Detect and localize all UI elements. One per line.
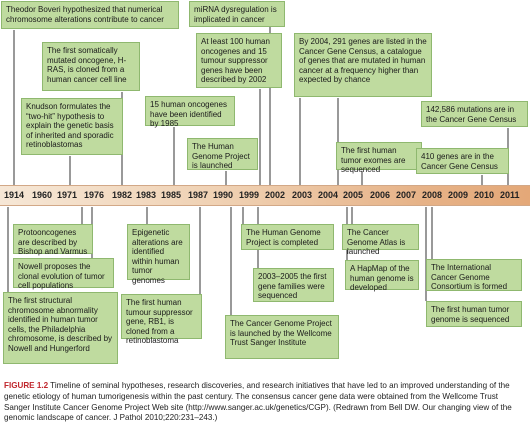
year-label: 2002 xyxy=(265,190,286,200)
event-first-tumor-genome: The first human tumor genome is sequenced xyxy=(426,301,522,327)
event-tcga: The Cancer Genome Atlas is launched xyxy=(342,224,419,250)
event-boveri: Theodor Boveri hypothesized that numerical chromosome alterations contribute to cancer xyxy=(1,1,179,29)
event-census-410: 410 genes are in the Cancer Gene Census xyxy=(416,148,509,174)
event-cgp-sanger: The Cancer Genome Project is launched by the Wellcome Trust Sanger Institute xyxy=(225,315,339,359)
event-hgp-launch: The Human Genome Project is launched xyxy=(187,138,258,170)
event-philadelphia: The first structural chromosome abnormality identified in human tumor cells, the Philadelphia chromosome, is described by Nowell and Hungerford xyxy=(3,292,118,364)
year-label: 1971 xyxy=(57,190,78,200)
year-label: 2003 xyxy=(292,190,313,200)
event-knudson: Knudson formulates the “two-hit” hypothesis to explain the genetic basis of inherited and sporadic retinoblastomas xyxy=(21,98,123,155)
year-label: 2004 xyxy=(318,190,339,200)
year-label: 1985 xyxy=(161,190,182,200)
event-nowell: Nowell proposes the clonal evolution of tumor cell populations xyxy=(13,258,114,288)
event-mutations-142586: 142,586 mutations are in the Cancer Gene Census xyxy=(421,101,528,127)
year-label: 1983 xyxy=(136,190,157,200)
event-icgc: The International Cancer Genome Consortium is formed xyxy=(426,259,522,291)
year-label: 2006 xyxy=(370,190,391,200)
year-label: 1914 xyxy=(4,190,25,200)
event-rb1: The first human tumour suppressor gene, RB1, is cloned from a retinoblastoma xyxy=(121,294,202,339)
caption-text: Timeline of seminal hypotheses, research discoveries, and research initiatives that have led to an improved understanding of the genetic etiology of human tumorigenesis within the past century. The consensus cancer gene data were obtained from the Wellcome Trust Sanger Institute Cancer Genome Project Web site (http://www.sanger.ac.uk/genetics/CGP). (Redrawn from Bell DW. Our changing view of the genomic landscape of cancer. J Pathol 2010;220:231–243.) xyxy=(4,381,512,423)
event-tumor-exomes: The first human tumor exomes are sequenced xyxy=(336,142,422,170)
caption-label: FIGURE 1.2 xyxy=(4,381,49,390)
year-label: 1960 xyxy=(32,190,53,200)
event-gene-families: 2003–2005 the first gene families were sequenced xyxy=(253,268,334,302)
event-hras: The first somatically mutated oncogene, H-RAS, is cloned from a human cancer cell line xyxy=(42,42,140,91)
year-label: 1982 xyxy=(112,190,133,200)
year-label: 1990 xyxy=(213,190,234,200)
event-oncogenes-1985: 15 human oncogenes have been identified by 1985 xyxy=(145,96,235,126)
event-mirna: miRNA dysregulation is implicated in cancer xyxy=(189,1,285,27)
year-label: 2008 xyxy=(422,190,443,200)
event-hapmap: A HapMap of the human genome is developed xyxy=(345,260,419,290)
event-protooncogenes: Protooncogenes are described by Bishop and Varmus xyxy=(13,224,93,254)
event-oncogenes-2002: At least 100 human oncogenes and 15 tumour suppressor genes have been described by 2002 xyxy=(196,33,282,88)
year-label: 2011 xyxy=(500,190,520,200)
year-label: 2010 xyxy=(474,190,495,200)
event-epigenetic: Epigenetic alterations are identified within human tumor genomes xyxy=(127,224,190,280)
event-census-291: By 2004, 291 genes are listed in the Cancer Gene Census, a catalogue of genes that are mutated in human cancer at a frequency higher than expected by chance xyxy=(294,33,432,97)
year-label: 1987 xyxy=(188,190,209,200)
year-label: 1999 xyxy=(239,190,260,200)
figure-caption xyxy=(4,381,526,424)
year-label: 2009 xyxy=(448,190,469,200)
timeline-bar xyxy=(0,185,530,206)
year-label: 2007 xyxy=(396,190,417,200)
event-hgp-complete: The Human Genome Project is completed xyxy=(241,224,334,250)
year-label: 1976 xyxy=(84,190,105,200)
year-label: 2005 xyxy=(343,190,364,200)
